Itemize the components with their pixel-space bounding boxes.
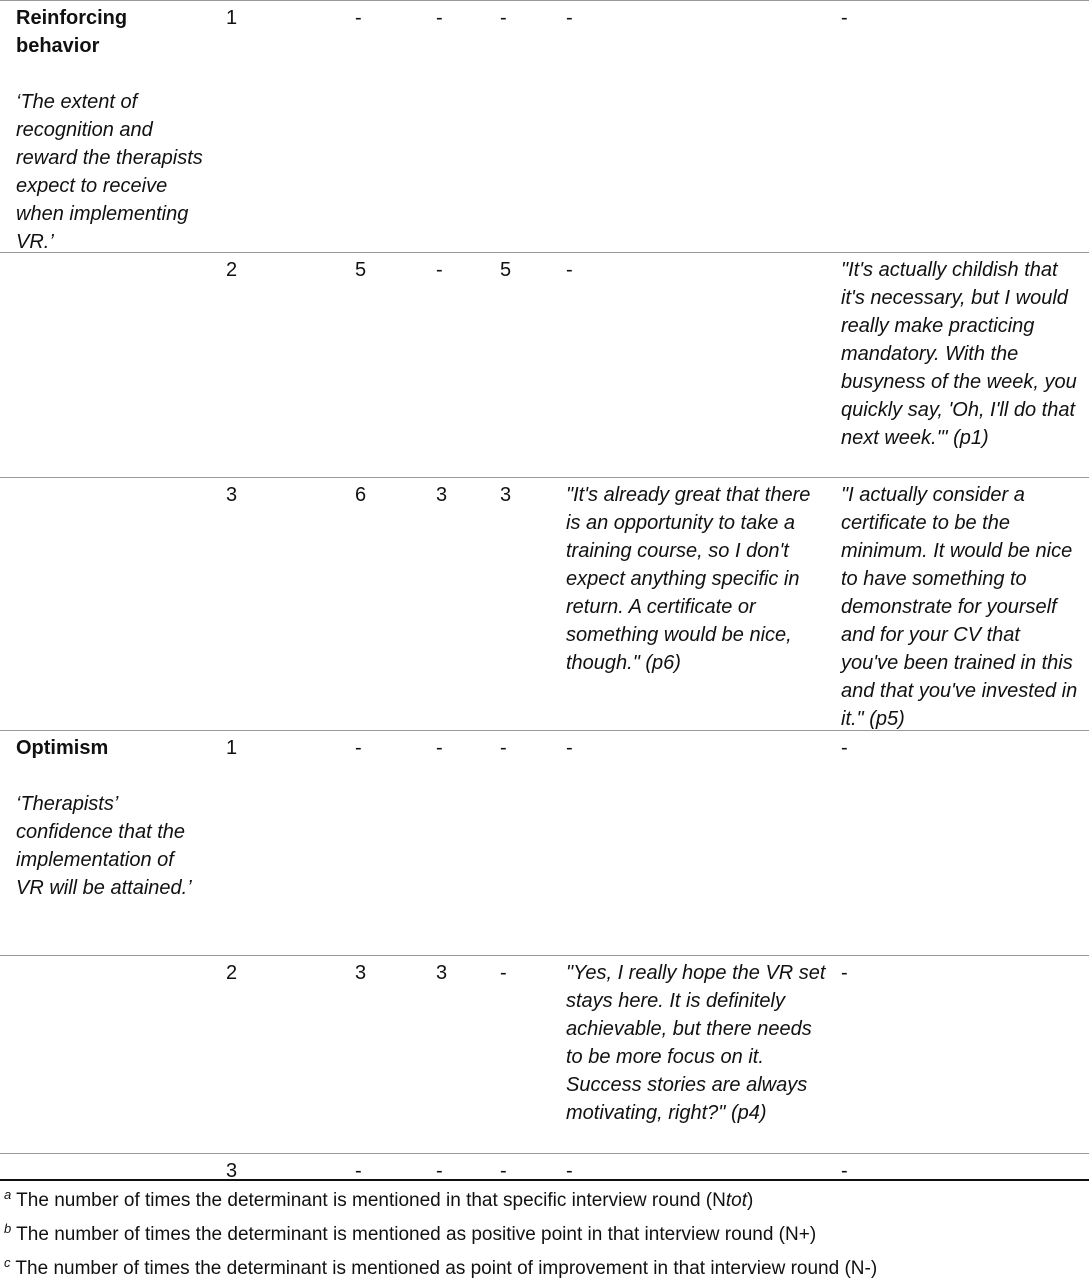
footnote-mark: c [4,1255,11,1270]
table-footnotes [4,1184,877,1286]
interview-round: 2 [226,259,238,281]
n-tot: - [355,7,362,29]
positive-quote: "It's already great that there is an opportunity to take a training course, so I don't expect anything specific in return. A certificate or something would be nice, though." (p6) [566,484,811,674]
footnote-b: $^b$ The number of times the determinant is mentioned as positive point in that interview round (N+) [4,1221,817,1245]
table-row [0,730,1089,955]
n-tot: - [355,737,362,759]
n-improvement: - [500,1160,507,1182]
positive-quote: - [566,737,573,759]
table-row [0,0,1089,252]
positive-quote: - [566,259,573,281]
n-positive: 3 [436,484,448,506]
determinant-definition: ‘Therapists’ confidence that the implementation of VR will be attained.’ [16,793,192,899]
n-tot: 5 [355,259,367,281]
n-tot: 3 [355,962,367,984]
table-row [0,252,1089,477]
n-improvement: 3 [500,484,512,506]
improvement-quote: "It's actually childish that it's necessary, but I would really make practicing mandatory. With the busyness of the week, you quickly say, 'Oh, I'll do that next week.'" (p1) [841,259,1077,449]
interview-round: 1 [226,737,238,759]
positive-quote: - [566,1160,573,1182]
improvement-quote: "I actually consider a certificate to be the minimum. It would be nice to have something to demonstrate for yourself and for your CV that you've been trained in this and that you've invested in it." (p5) [841,484,1078,730]
n-positive: - [436,259,443,281]
table-row [0,1153,1089,1182]
positive-quote: "Yes, I really hope the VR set stays here. It is definitely achievable, but there needs to be more focus on it. Success stories are always motivating, right?" (p4) [566,962,826,1124]
interview-round: 3 [226,484,238,506]
improvement-quote: - [841,737,848,759]
determinant-name: Reinforcing behavior [16,7,128,57]
table-bottom-rule [0,1179,1089,1181]
footnote-mark: a [4,1187,12,1202]
n-positive: - [436,7,443,29]
footnote-mark: b [4,1221,12,1236]
interview-round: 2 [226,962,238,984]
footnote-c: $^c$ The number of times the determinant is mentioned as point of improvement in that interview round (N-) [4,1255,878,1279]
n-positive: - [436,1160,443,1182]
n-tot: - [355,1160,362,1182]
n-improvement: - [500,737,507,759]
interview-round: 3 [226,1160,238,1182]
improvement-quote: - [841,7,848,29]
interview-round: 1 [226,7,238,29]
n-positive: 3 [436,962,448,984]
n-improvement: - [500,7,507,29]
n-improvement: - [500,962,507,984]
n-tot: 6 [355,484,367,506]
determinant-name: Optimism [16,737,109,759]
improvement-quote: - [841,1160,848,1182]
improvement-quote: - [841,962,848,984]
table-row [0,477,1089,730]
n-positive: - [436,737,443,759]
table-row [0,955,1089,1153]
positive-quote: - [566,7,573,29]
n-improvement: 5 [500,259,512,281]
determinant-definition: ‘The extent of recognition and reward the therapists expect to receive when implementing VR.’ [16,91,203,253]
footnote-a: $^a$ The number of times the determinant is mentioned in that specific interview round (Ntot) [4,1187,754,1211]
